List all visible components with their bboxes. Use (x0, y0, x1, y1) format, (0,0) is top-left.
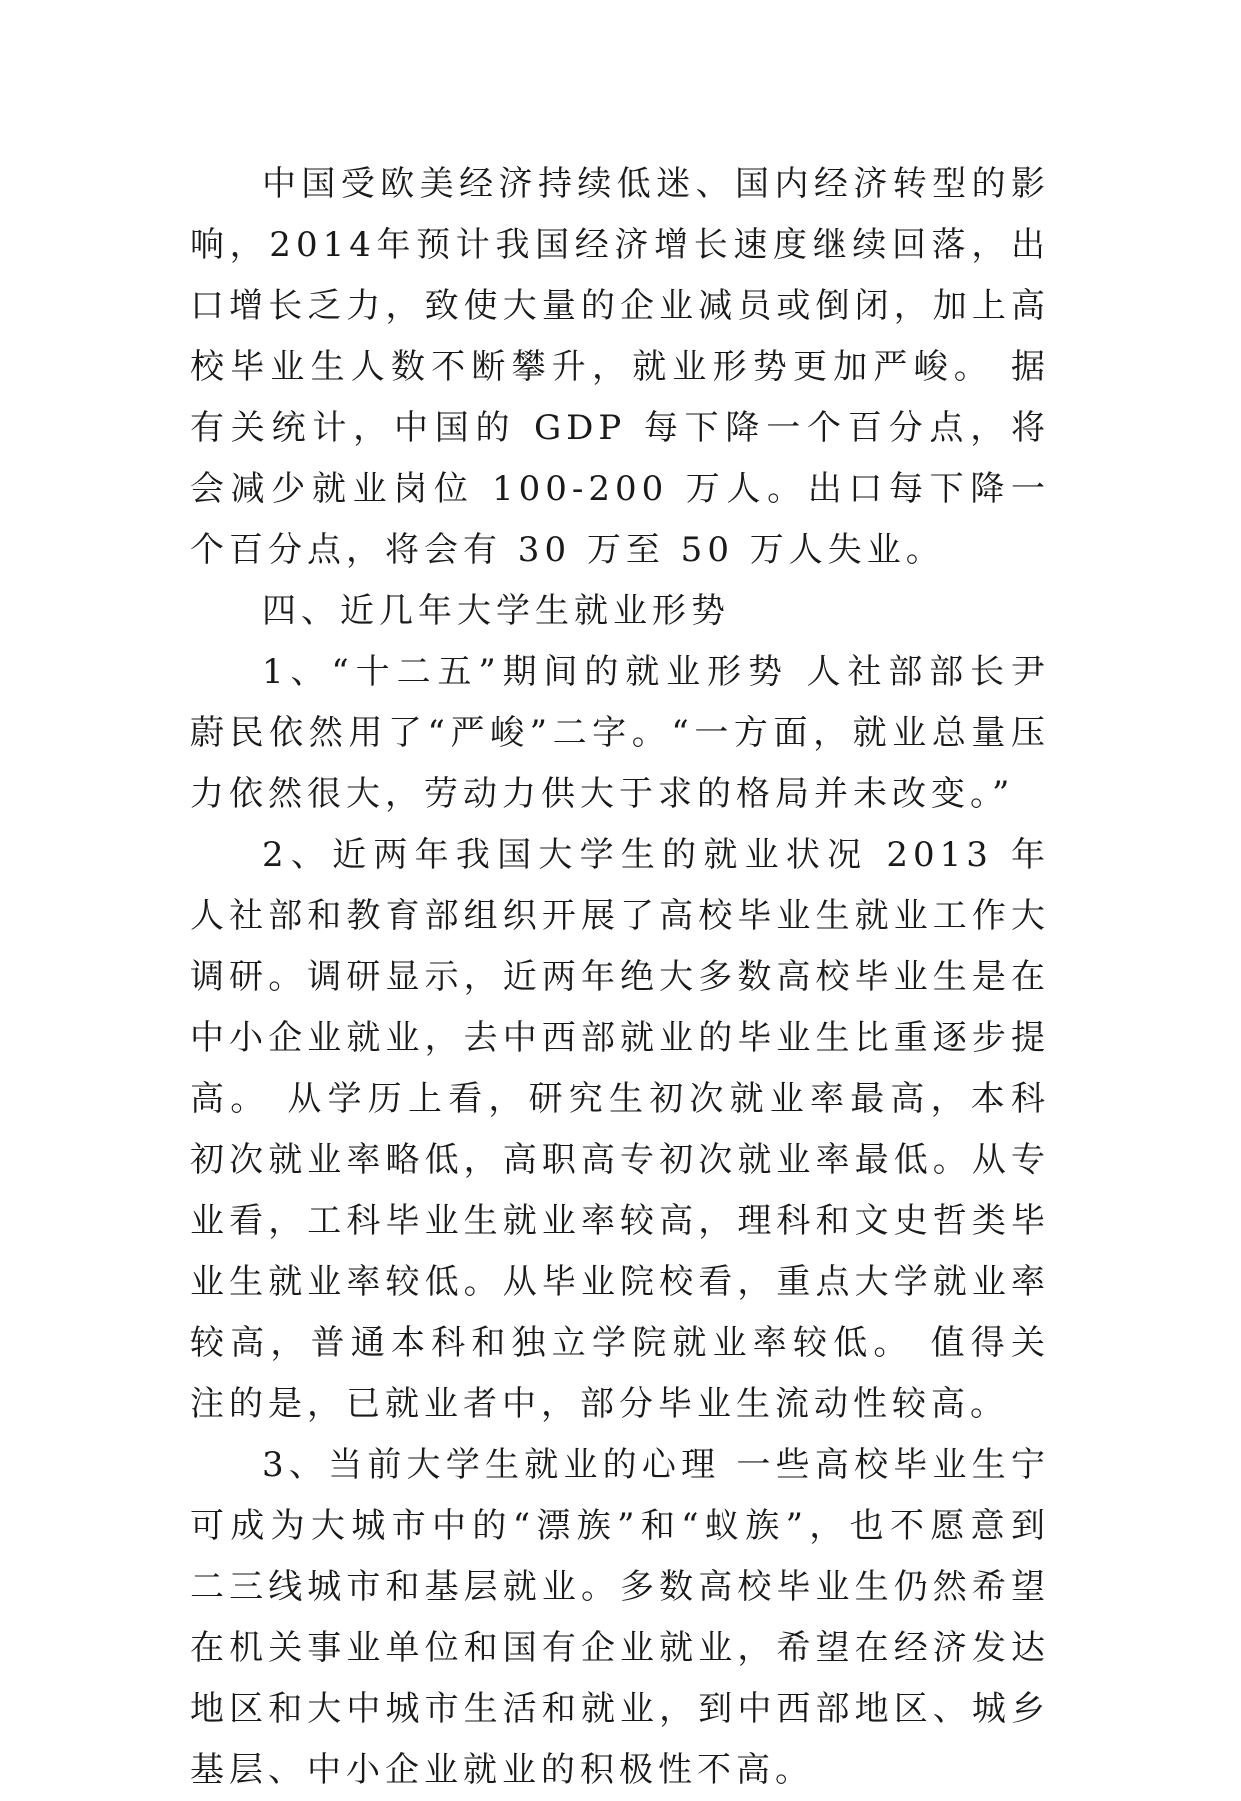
paragraph-graduate-psychology: 3、当前大学生就业的心理 一些高校毕业生宁可成为大城市中的“漂族”和“蚁族”，也不愿意到二三线城市和基层就业。多数高校毕业生仍然希望在机关事业单位和国有企业就业，希望在经济发达地区和大中城市生活和就业，到中西部地区、城乡基层、中小企业就业的积极性不高。 (190, 1445, 1050, 1790)
paragraph-economic-impact: 中国受欧美经济持续低迷、国内经济转型的影响，2014年预计我国经济增长速度继续回落，出口增长乏力，致使大量的企业减员或倒闭，加上高校毕业生人数不断攀升，就业形势更加严峻。 据有关统计，中国的 GDP 每下降一个百分点，将会减少就业岗位 100-200 万人。出口每下降一个百分点，将会有 30 万至 50 万人失业。 (190, 164, 1050, 570)
paragraph-12th-five-year: 1、“十二五”期间的就业形势 人社部部长尹蔚民依然用了“严峻”二字。“一方面，就业总量压力依然很大，劳动力供大于求的格局并未改变。” (190, 652, 1050, 814)
section-heading: 四、近几年大学生就业形势 (262, 591, 730, 631)
paragraph-employment-status: 2、近两年我国大学生的就业状况 2013 年人社部和教育部组织开展了高校毕业生就业工作大调研。调研显示，近两年绝大多数高校毕业生是在中小企业就业，去中西部就业的毕业生比重逐步提高。 从学历上看，研究生初次就业率最高，本科初次就业率略低，高职高专初次就业率最低。从专业看，工科毕业生就业率较高，理科和文史哲类毕业生就业率较低。从毕业院校看，重点大学就业率较高，普通本科和独立学院就业率较低。 值得关注的是，已就业者中，部分毕业生流动性较高。 (190, 835, 1050, 1424)
document-body (190, 154, 1050, 1801)
